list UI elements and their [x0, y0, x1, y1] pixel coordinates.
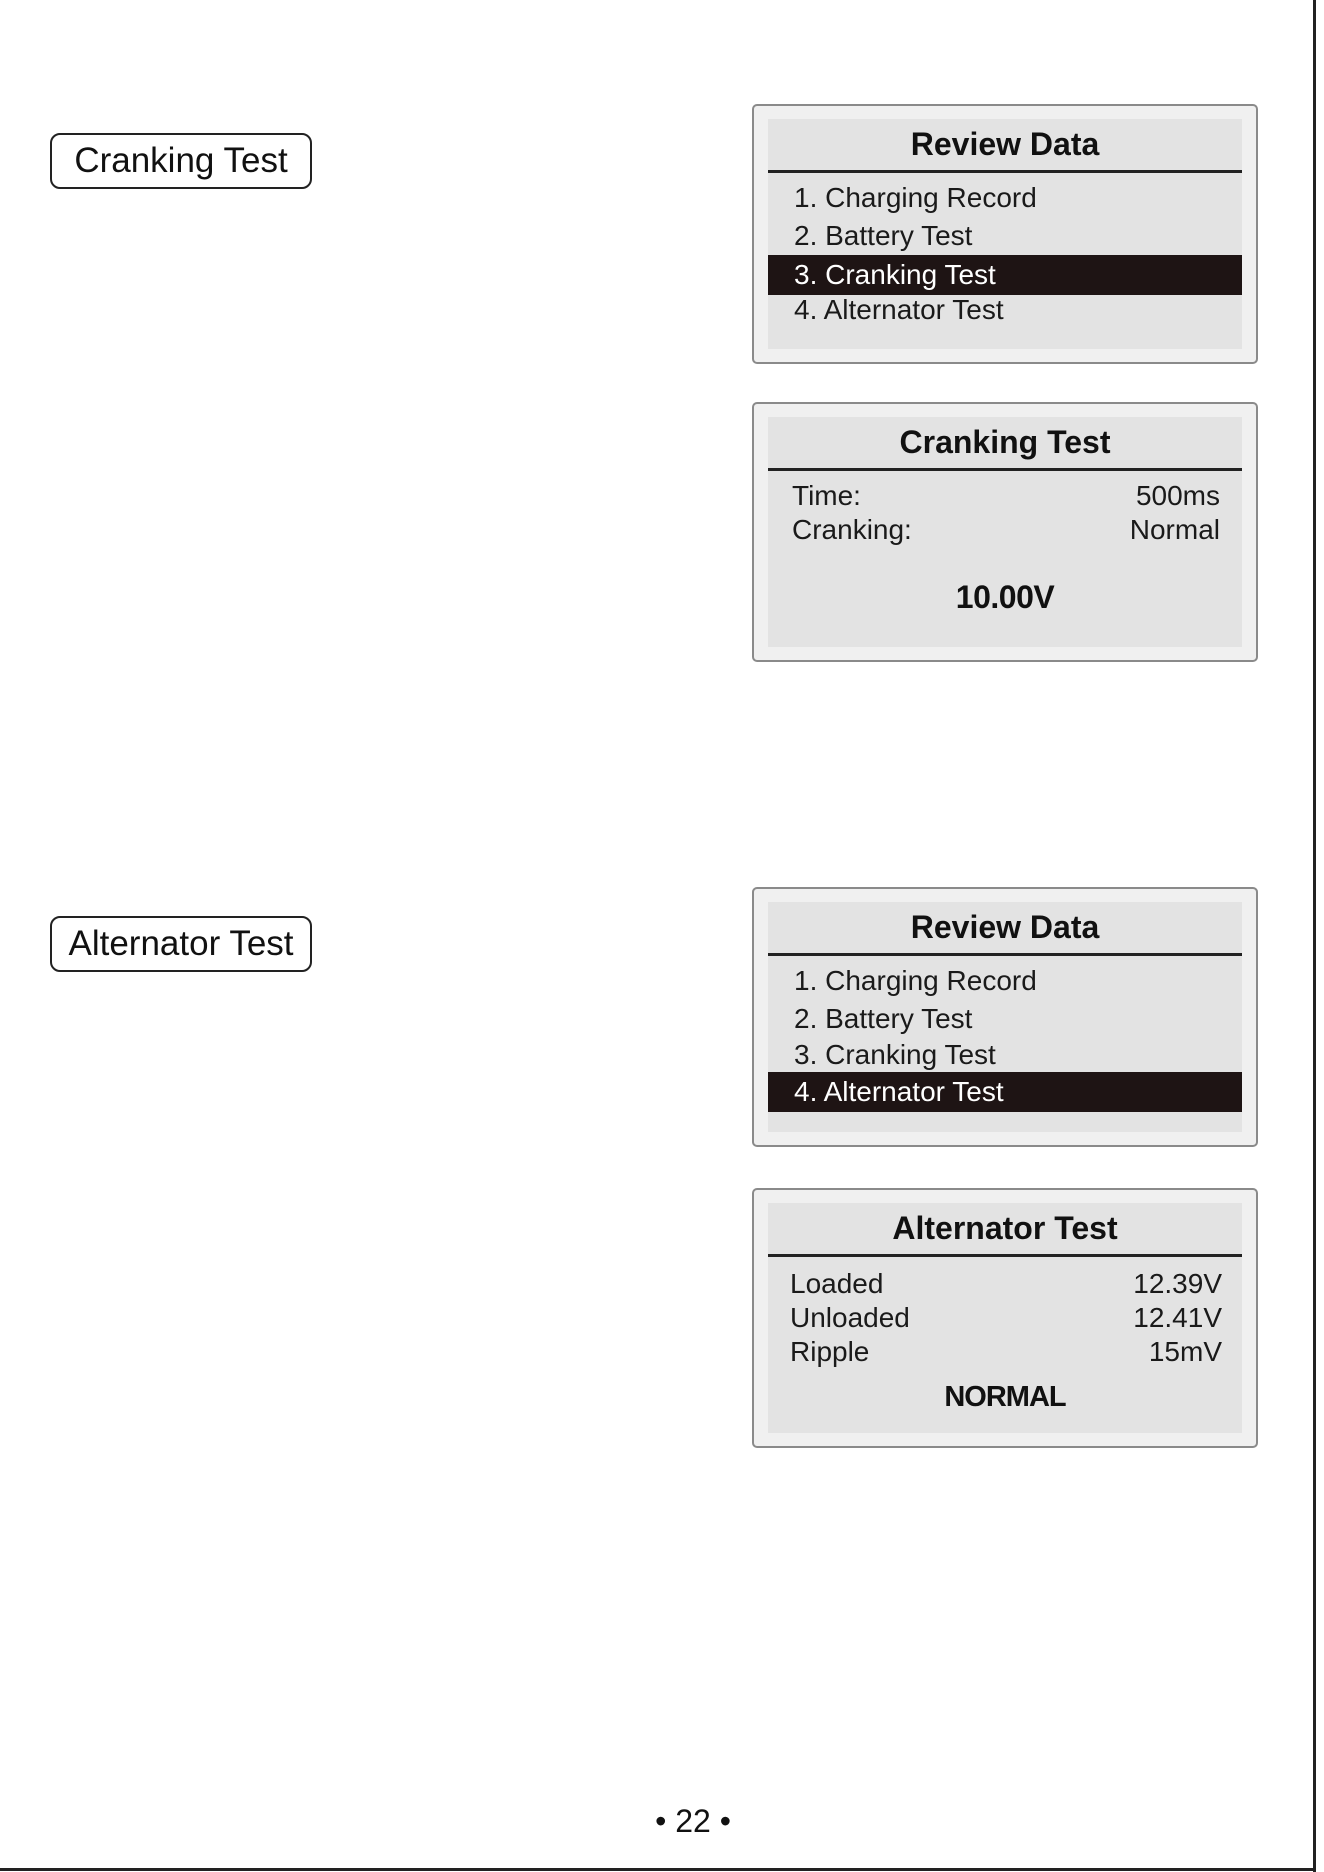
- cranking-test-screen: [752, 402, 1258, 662]
- menu-item-alternator-test[interactable]: 4. Alternator Test: [794, 294, 1004, 325]
- page-right-rule: [1313, 0, 1316, 1872]
- section-label-alternator-test: [50, 916, 312, 972]
- time-value: 500ms: [1135, 480, 1220, 511]
- ripple-label: Ripple: [790, 1336, 870, 1367]
- screen-title: Review Data: [768, 119, 1242, 173]
- cranking-row: [768, 513, 1242, 547]
- unloaded-label: Unloaded: [790, 1302, 910, 1333]
- screen-title: Review Data: [768, 902, 1242, 956]
- loaded-row: [768, 1267, 1242, 1301]
- menu-item-cranking-test[interactable]: 3. Cranking Test: [768, 255, 1242, 295]
- cranking-value: Normal: [1129, 514, 1220, 545]
- menu-item-battery-test[interactable]: 2. Battery Test: [794, 220, 973, 251]
- review-data-screen-2: [752, 887, 1258, 1147]
- unloaded-value: 12.41V: [1133, 1302, 1222, 1333]
- time-label: Time:: [792, 480, 861, 511]
- page-number: • 22 •: [655, 1803, 731, 1839]
- menu-item-battery-test[interactable]: 2. Battery Test: [794, 1003, 973, 1034]
- review-menu-list: [768, 173, 1242, 325]
- section-label-cranking-test: [50, 133, 312, 189]
- review-data-screen-1: [752, 104, 1258, 364]
- ripple-value: 15mV: [1148, 1336, 1222, 1367]
- section-label-text: Alternator Test: [68, 924, 294, 963]
- unloaded-row: [768, 1301, 1242, 1335]
- voltage-reading: 10.00V: [955, 579, 1055, 615]
- screen-title: Cranking Test: [768, 417, 1242, 471]
- alternator-test-screen: [752, 1188, 1258, 1448]
- screen-title: Alternator Test: [768, 1203, 1242, 1257]
- menu-item-cranking-test[interactable]: 3. Cranking Test: [794, 1039, 996, 1070]
- section-label-text: Cranking Test: [74, 141, 288, 180]
- review-menu-list: [768, 956, 1242, 1112]
- menu-item-charging-record[interactable]: 1. Charging Record: [794, 182, 1037, 213]
- page-bottom-rule: [0, 1868, 1316, 1871]
- menu-item-charging-record[interactable]: 1. Charging Record: [794, 965, 1037, 996]
- ripple-row: [768, 1335, 1242, 1369]
- menu-item-alternator-test[interactable]: 4. Alternator Test: [768, 1072, 1242, 1112]
- time-row: [768, 479, 1242, 513]
- loaded-label: Loaded: [790, 1268, 884, 1299]
- cranking-label: Cranking:: [792, 514, 912, 545]
- loaded-value: 12.39V: [1133, 1268, 1222, 1299]
- status-text: NORMAL: [944, 1381, 1066, 1413]
